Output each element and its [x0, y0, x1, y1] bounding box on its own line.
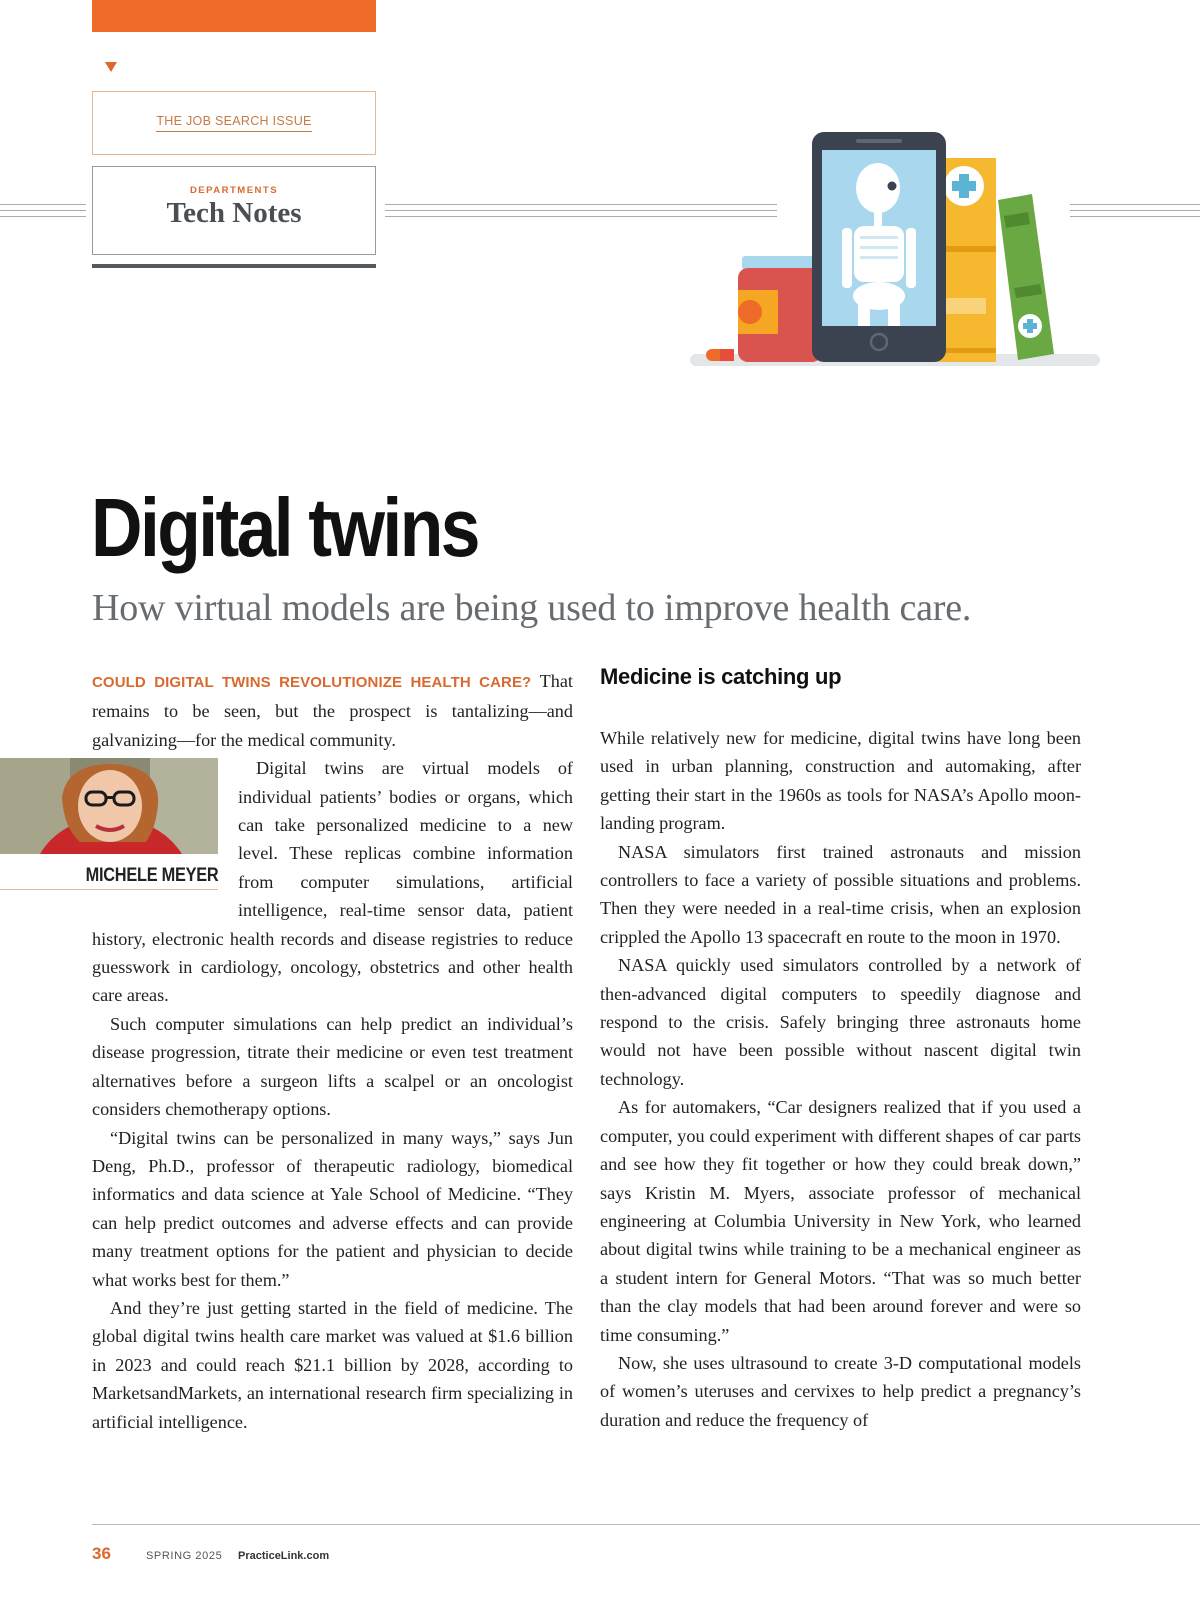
medical-illustration — [688, 128, 1104, 372]
article-column-right — [600, 724, 1081, 1434]
paragraph-3: Such computer simulations can help predict an individual’s disease progression, titrate their medicine or even test treatment alternatives before a surgeon lifts a scalpel or an oncologist considers chemotherapy options. — [92, 1013, 573, 1120]
footer-rule — [92, 1524, 1200, 1525]
green-medical-book-icon — [998, 194, 1054, 360]
author-photo — [0, 758, 218, 854]
issue-label-box — [92, 91, 376, 155]
header-accent-bar — [92, 0, 376, 32]
pill-icon — [706, 349, 734, 361]
article-column-left — [85, 667, 573, 1436]
photo-caption — [0, 854, 218, 890]
site-name: PracticeLink.com — [238, 1550, 330, 1562]
section-subhead: Medicine is catching up — [600, 664, 842, 689]
portrait-image — [0, 758, 218, 854]
medicine-jar-icon — [738, 256, 822, 362]
rule-left — [0, 204, 86, 217]
paragraph-10: Now, she uses ultrasound to create 3-D computational models of women’s uteruses and cervixes to help predict a pregnancy’s duration and reduce the frequency of — [600, 1352, 1081, 1430]
paragraph-5: And they’re just getting started in the field of medicine. The global digital twins health care market was valued at $1.6 billion in 2023 and could reach $21.1 billion by 2028, according to MarketsandMarkets, an international research firm specializing in artificial intelligence. — [92, 1297, 573, 1432]
article-lead-in: COULD DIGITAL TWINS REVOLUTIONIZE HEALTH CARE? — [92, 674, 532, 691]
article-headline: Digital twins — [91, 481, 478, 574]
triangle-marker-icon — [105, 62, 117, 72]
smartphone-xray-skeleton-icon — [812, 132, 946, 362]
author-photo-block — [0, 758, 226, 902]
department-kicker: DEPARTMENTS — [189, 185, 279, 196]
issue-label: THE JOB SEARCH ISSUE — [156, 114, 311, 132]
paragraph-1-text: That remains to be seen, but the prospect is tantalizing—and galvanizing—for the medical community. — [92, 671, 573, 750]
article-deck: How virtual models are being used to improve health care. — [92, 587, 972, 629]
issue-season: SPRING 2025 — [146, 1550, 223, 1562]
paragraph-7: NASA simulators first trained astronauts and mission controllers to face a variety of possible situations and problems. Then they were needed in a real-time crisis, when an explosion crippled the Apollo 13 spacecraft en route to the moon in 1970. — [600, 841, 1081, 947]
department-underline — [92, 264, 376, 268]
paragraph-8: NASA quickly used simulators controlled by a network of then-advanced digital computers to speedily diagnose and respond to the crisis. Safely bringing three astronauts home would not have been possible without nascent digital twin technology. — [600, 955, 1081, 1089]
department-title: Tech Notes — [166, 197, 302, 229]
paragraph-6: While relatively new for medicine, digital twins have long been used in urban planning, construction and automaking, after getting their start in the 1960s as tools for NASA’s Apollo moon-landing program. — [600, 728, 1081, 834]
department-box — [92, 166, 376, 255]
paragraph-4: “Digital twins can be personalized in many ways,” says Jun Deng, Ph.D., professor of therapeutic radiology, biomedical informatics and data science at Yale School of Medicine. “They can help predict outcomes and adverse effects and can provide many treatment options for the patient and physician to decide what works best for them.” — [92, 1127, 573, 1290]
paragraph-2: Digital twins are virtual models of individual patients’ bodies or organs, which can take personalized medicine to a new level. These replicas combine information from computer simulations, artificial intelligence, real-time sensor data, patient history, electronic health records and disease registries to reduce guesswork in cardiology, oncology, obstetrics and other health care areas. — [92, 758, 573, 1006]
photo-caption-text: MICHELE MEYER — [85, 865, 218, 887]
paragraph-9: As for automakers, “Car designers realized that if you used a computer, you could experiment with different shapes of car parts and see how they fit together or how they could break down,” says Kristin M. Myers, associate professor of mechanical engineering at Columbia University in New York, who learned about digital twins while training to be a mechanical engineer as a student intern for General Motors. “That was so much better than the clay models that had been around forever and were so time consuming.” — [600, 1097, 1081, 1345]
page-number: 36 — [92, 1544, 111, 1563]
paragraph-1 — [92, 667, 573, 754]
